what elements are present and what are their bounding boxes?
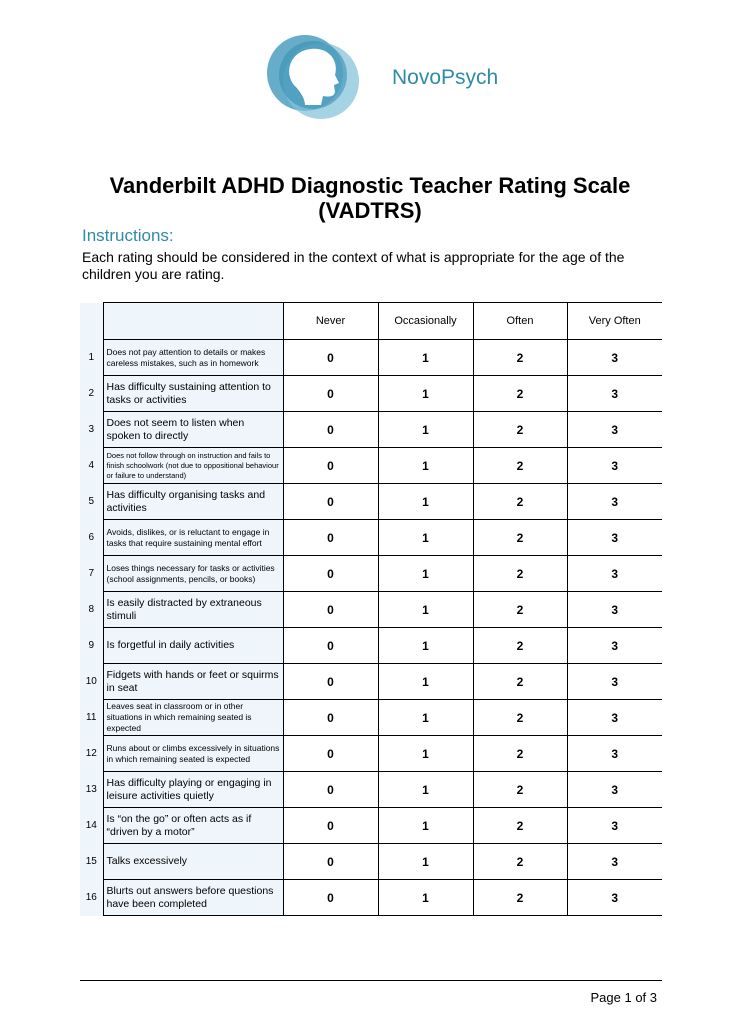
item-text: Runs about or climbs excessively in situations in which remaining seated is expected bbox=[103, 736, 283, 772]
item-number: 12 bbox=[80, 736, 103, 772]
footer-divider bbox=[80, 980, 662, 981]
score-never[interactable]: 0 bbox=[283, 772, 378, 808]
score-never[interactable]: 0 bbox=[283, 556, 378, 592]
item-text: Has difficulty playing or engaging in leisure activities quietly bbox=[103, 772, 283, 808]
score-never[interactable]: 0 bbox=[283, 808, 378, 844]
score-never[interactable]: 0 bbox=[283, 628, 378, 664]
score-never[interactable]: 0 bbox=[283, 664, 378, 700]
table-row bbox=[80, 412, 662, 448]
instructions-heading: Instructions: bbox=[82, 226, 174, 245]
score-often[interactable]: 2 bbox=[473, 664, 567, 700]
table-row bbox=[80, 700, 662, 736]
table-row bbox=[80, 844, 662, 880]
table-row bbox=[80, 592, 662, 628]
score-occasionally[interactable]: 1 bbox=[378, 448, 473, 484]
item-number: 1 bbox=[80, 340, 103, 376]
item-text: Does not follow through on instruction and fails to finish schoolwork (not due to oppositional behaviour or failure to understand) bbox=[103, 448, 283, 484]
item-number: 11 bbox=[80, 700, 103, 736]
title-line-1: Vanderbilt ADHD Diagnostic Teacher Rating Scale bbox=[109, 173, 631, 198]
score-often[interactable]: 2 bbox=[473, 592, 567, 628]
item-number: 15 bbox=[80, 844, 103, 880]
score-very-often[interactable]: 3 bbox=[567, 412, 662, 448]
item-number: 3 bbox=[80, 412, 103, 448]
table-row bbox=[80, 772, 662, 808]
header-never: Never bbox=[283, 303, 378, 340]
score-never[interactable]: 0 bbox=[283, 412, 378, 448]
instructions-text: Each rating should be considered in the context of what is appropriate for the age of the children you are rating. bbox=[82, 249, 625, 282]
score-often[interactable]: 2 bbox=[473, 808, 567, 844]
table-row bbox=[80, 520, 662, 556]
score-occasionally[interactable]: 1 bbox=[378, 664, 473, 700]
item-number: 7 bbox=[80, 556, 103, 592]
score-very-often[interactable]: 3 bbox=[567, 808, 662, 844]
item-number: 2 bbox=[80, 376, 103, 412]
score-very-often[interactable]: 3 bbox=[567, 628, 662, 664]
item-text: Leaves seat in classroom or in other situations in which remaining seated is expected bbox=[103, 700, 283, 736]
rating-table bbox=[80, 302, 662, 916]
score-occasionally[interactable]: 1 bbox=[378, 700, 473, 736]
score-occasionally[interactable]: 1 bbox=[378, 592, 473, 628]
novopsych-logo bbox=[263, 29, 363, 124]
score-occasionally[interactable]: 1 bbox=[378, 520, 473, 556]
score-very-often[interactable]: 3 bbox=[567, 700, 662, 736]
item-number: 5 bbox=[80, 484, 103, 520]
score-occasionally[interactable]: 1 bbox=[378, 808, 473, 844]
table-row bbox=[80, 376, 662, 412]
item-text: Does not seem to listen when spoken to directly bbox=[103, 412, 283, 448]
score-occasionally[interactable]: 1 bbox=[378, 484, 473, 520]
score-occasionally[interactable]: 1 bbox=[378, 772, 473, 808]
score-never[interactable]: 0 bbox=[283, 700, 378, 736]
score-very-often[interactable]: 3 bbox=[567, 664, 662, 700]
table-row bbox=[80, 340, 662, 376]
score-never[interactable]: 0 bbox=[283, 484, 378, 520]
page-number: Page 1 of 3 bbox=[590, 990, 657, 1005]
score-often[interactable]: 2 bbox=[473, 844, 567, 880]
score-often[interactable]: 2 bbox=[473, 520, 567, 556]
score-often[interactable]: 2 bbox=[473, 700, 567, 736]
item-text: Is “on the go” or often acts as if “driven by a motor” bbox=[103, 808, 283, 844]
score-never[interactable]: 0 bbox=[283, 448, 378, 484]
table-row bbox=[80, 736, 662, 772]
score-often[interactable]: 2 bbox=[473, 448, 567, 484]
item-number: 8 bbox=[80, 592, 103, 628]
score-very-often[interactable]: 3 bbox=[567, 880, 662, 916]
item-number: 16 bbox=[80, 880, 103, 916]
score-often[interactable]: 2 bbox=[473, 412, 567, 448]
score-often[interactable]: 2 bbox=[473, 376, 567, 412]
item-text: Loses things necessary for tasks or activities (school assignments, pencils, or books) bbox=[103, 556, 283, 592]
header-item-blank bbox=[103, 303, 283, 340]
score-very-often[interactable]: 3 bbox=[567, 736, 662, 772]
header-very-often: Very Often bbox=[567, 303, 662, 340]
score-never[interactable]: 0 bbox=[283, 340, 378, 376]
item-text: Avoids, dislikes, or is reluctant to engage in tasks that require sustaining mental effort bbox=[103, 520, 283, 556]
score-never[interactable]: 0 bbox=[283, 880, 378, 916]
item-number: 10 bbox=[80, 664, 103, 700]
score-often[interactable]: 2 bbox=[473, 340, 567, 376]
table-row bbox=[80, 448, 662, 484]
table-row bbox=[80, 880, 662, 916]
score-very-often[interactable]: 3 bbox=[567, 340, 662, 376]
item-number: 4 bbox=[80, 448, 103, 484]
score-never[interactable]: 0 bbox=[283, 844, 378, 880]
item-text: Fidgets with hands or feet or squirms in seat bbox=[103, 664, 283, 700]
title-line-2: (VADTRS) bbox=[318, 198, 422, 223]
score-very-often[interactable]: 3 bbox=[567, 520, 662, 556]
score-never[interactable]: 0 bbox=[283, 520, 378, 556]
item-text: Talks excessively bbox=[103, 844, 283, 880]
header-num-blank bbox=[80, 303, 103, 340]
header-occasionally: Occasionally bbox=[378, 303, 473, 340]
item-number: 14 bbox=[80, 808, 103, 844]
score-often[interactable]: 2 bbox=[473, 736, 567, 772]
score-very-often[interactable]: 3 bbox=[567, 376, 662, 412]
score-occasionally[interactable]: 1 bbox=[378, 628, 473, 664]
header-often: Often bbox=[473, 303, 567, 340]
table-row bbox=[80, 664, 662, 700]
score-very-often[interactable]: 3 bbox=[567, 844, 662, 880]
item-number: 9 bbox=[80, 628, 103, 664]
score-never[interactable]: 0 bbox=[283, 592, 378, 628]
item-text: Does not pay attention to details or makes careless mistakes, such as in homework bbox=[103, 340, 283, 376]
item-number: 13 bbox=[80, 772, 103, 808]
score-very-often[interactable]: 3 bbox=[567, 484, 662, 520]
table-row bbox=[80, 808, 662, 844]
item-text: Is forgetful in daily activities bbox=[103, 628, 283, 664]
score-very-often[interactable]: 3 bbox=[567, 592, 662, 628]
brand-name: NovoPsych bbox=[392, 66, 499, 89]
score-often[interactable]: 2 bbox=[473, 880, 567, 916]
score-very-often[interactable]: 3 bbox=[567, 772, 662, 808]
item-text: Has difficulty organising tasks and activities bbox=[103, 484, 283, 520]
score-often[interactable]: 2 bbox=[473, 772, 567, 808]
score-occasionally[interactable]: 1 bbox=[378, 880, 473, 916]
score-very-often[interactable]: 3 bbox=[567, 448, 662, 484]
table-row bbox=[80, 628, 662, 664]
score-very-often[interactable]: 3 bbox=[567, 556, 662, 592]
score-occasionally[interactable]: 1 bbox=[378, 412, 473, 448]
item-text: Is easily distracted by extraneous stimuli bbox=[103, 592, 283, 628]
document-title bbox=[60, 173, 680, 223]
score-occasionally[interactable]: 1 bbox=[378, 556, 473, 592]
table-row bbox=[80, 556, 662, 592]
item-number: 6 bbox=[80, 520, 103, 556]
score-often[interactable]: 2 bbox=[473, 556, 567, 592]
table-header-row bbox=[80, 303, 662, 340]
score-often[interactable]: 2 bbox=[473, 484, 567, 520]
score-occasionally[interactable]: 1 bbox=[378, 844, 473, 880]
item-text: Blurts out answers before questions have been completed bbox=[103, 880, 283, 916]
table-row bbox=[80, 484, 662, 520]
score-often[interactable]: 2 bbox=[473, 628, 567, 664]
score-occasionally[interactable]: 1 bbox=[378, 340, 473, 376]
score-occasionally[interactable]: 1 bbox=[378, 376, 473, 412]
score-never[interactable]: 0 bbox=[283, 736, 378, 772]
score-occasionally[interactable]: 1 bbox=[378, 736, 473, 772]
item-text: Has difficulty sustaining attention to tasks or activities bbox=[103, 376, 283, 412]
score-never[interactable]: 0 bbox=[283, 376, 378, 412]
